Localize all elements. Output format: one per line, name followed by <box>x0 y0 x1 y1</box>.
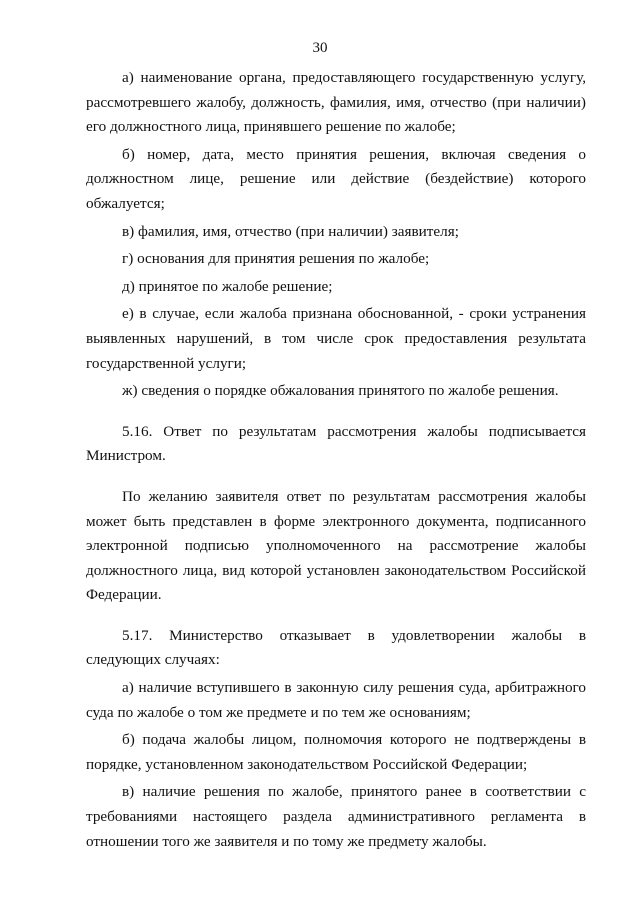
refusal-item-v: в) наличие решения по жалобе, принятого ранее в соответствии с требованиями настоящего раздела административного регламента в отношении того же заявителя и по тому же предмету жалобы. <box>86 783 586 850</box>
item-zh-appeal-procedure: ж) сведения о порядке обжалования принятого по жалобе решения. <box>122 382 559 400</box>
document-body <box>86 66 586 857</box>
item-e-correction-deadlines: е) в случае, если жалоба признана обоснованной, - сроки устранения выявленных нарушений, в том числе срок предоставления результата государственной услуги; <box>86 305 586 372</box>
item-v-applicant-name: в) фамилия, имя, отчество (при наличии) заявителя; <box>122 222 459 240</box>
item-d-decision: д) принятое по жалобе решение; <box>122 277 333 295</box>
refusal-item-a: а) наличие вступившего в законную силу решения суда, арбитражного суда по жалобе о том же предмете и по тем же основаниям; <box>86 679 586 721</box>
clause-5-16: 5.16. Ответ по результатам рассмотрения жалобы подписывается Министром. <box>86 422 586 465</box>
item-a-authority-name: а) наименование органа, предоставляющего государственную услугу, рассмотревшего жалобу, должность, фамилия, имя, отчество (при наличии) его должностного лица, принявшего решение по жалобе; <box>86 69 586 136</box>
item-b-decision-details: б) номер, дата, место принятия решения, включая сведения о должностном лице, решение или действие (бездействие) которого обжалуется; <box>86 145 586 212</box>
item-g-decision-grounds: г) основания для принятия решения по жалобе; <box>122 250 430 268</box>
refusal-item-b: б) подача жалобы лицом, полномочия которого не подтверждены в порядке, установленном законодательством Российской Федерации; <box>86 731 586 773</box>
clause-5-17: 5.17. Министерство отказывает в удовлетворении жалобы в следующих случаях: <box>86 626 586 669</box>
page-number: 30 <box>312 40 328 56</box>
electronic-response-paragraph: По желанию заявителя ответ по результатам рассмотрения жалобы может быть представлен в форме электронного документа, подписанного электронной подписью уполномоченного на рассмотрение жалобы должностного лица, вид которой установлен законодательством Российской Федерации. <box>86 487 586 604</box>
